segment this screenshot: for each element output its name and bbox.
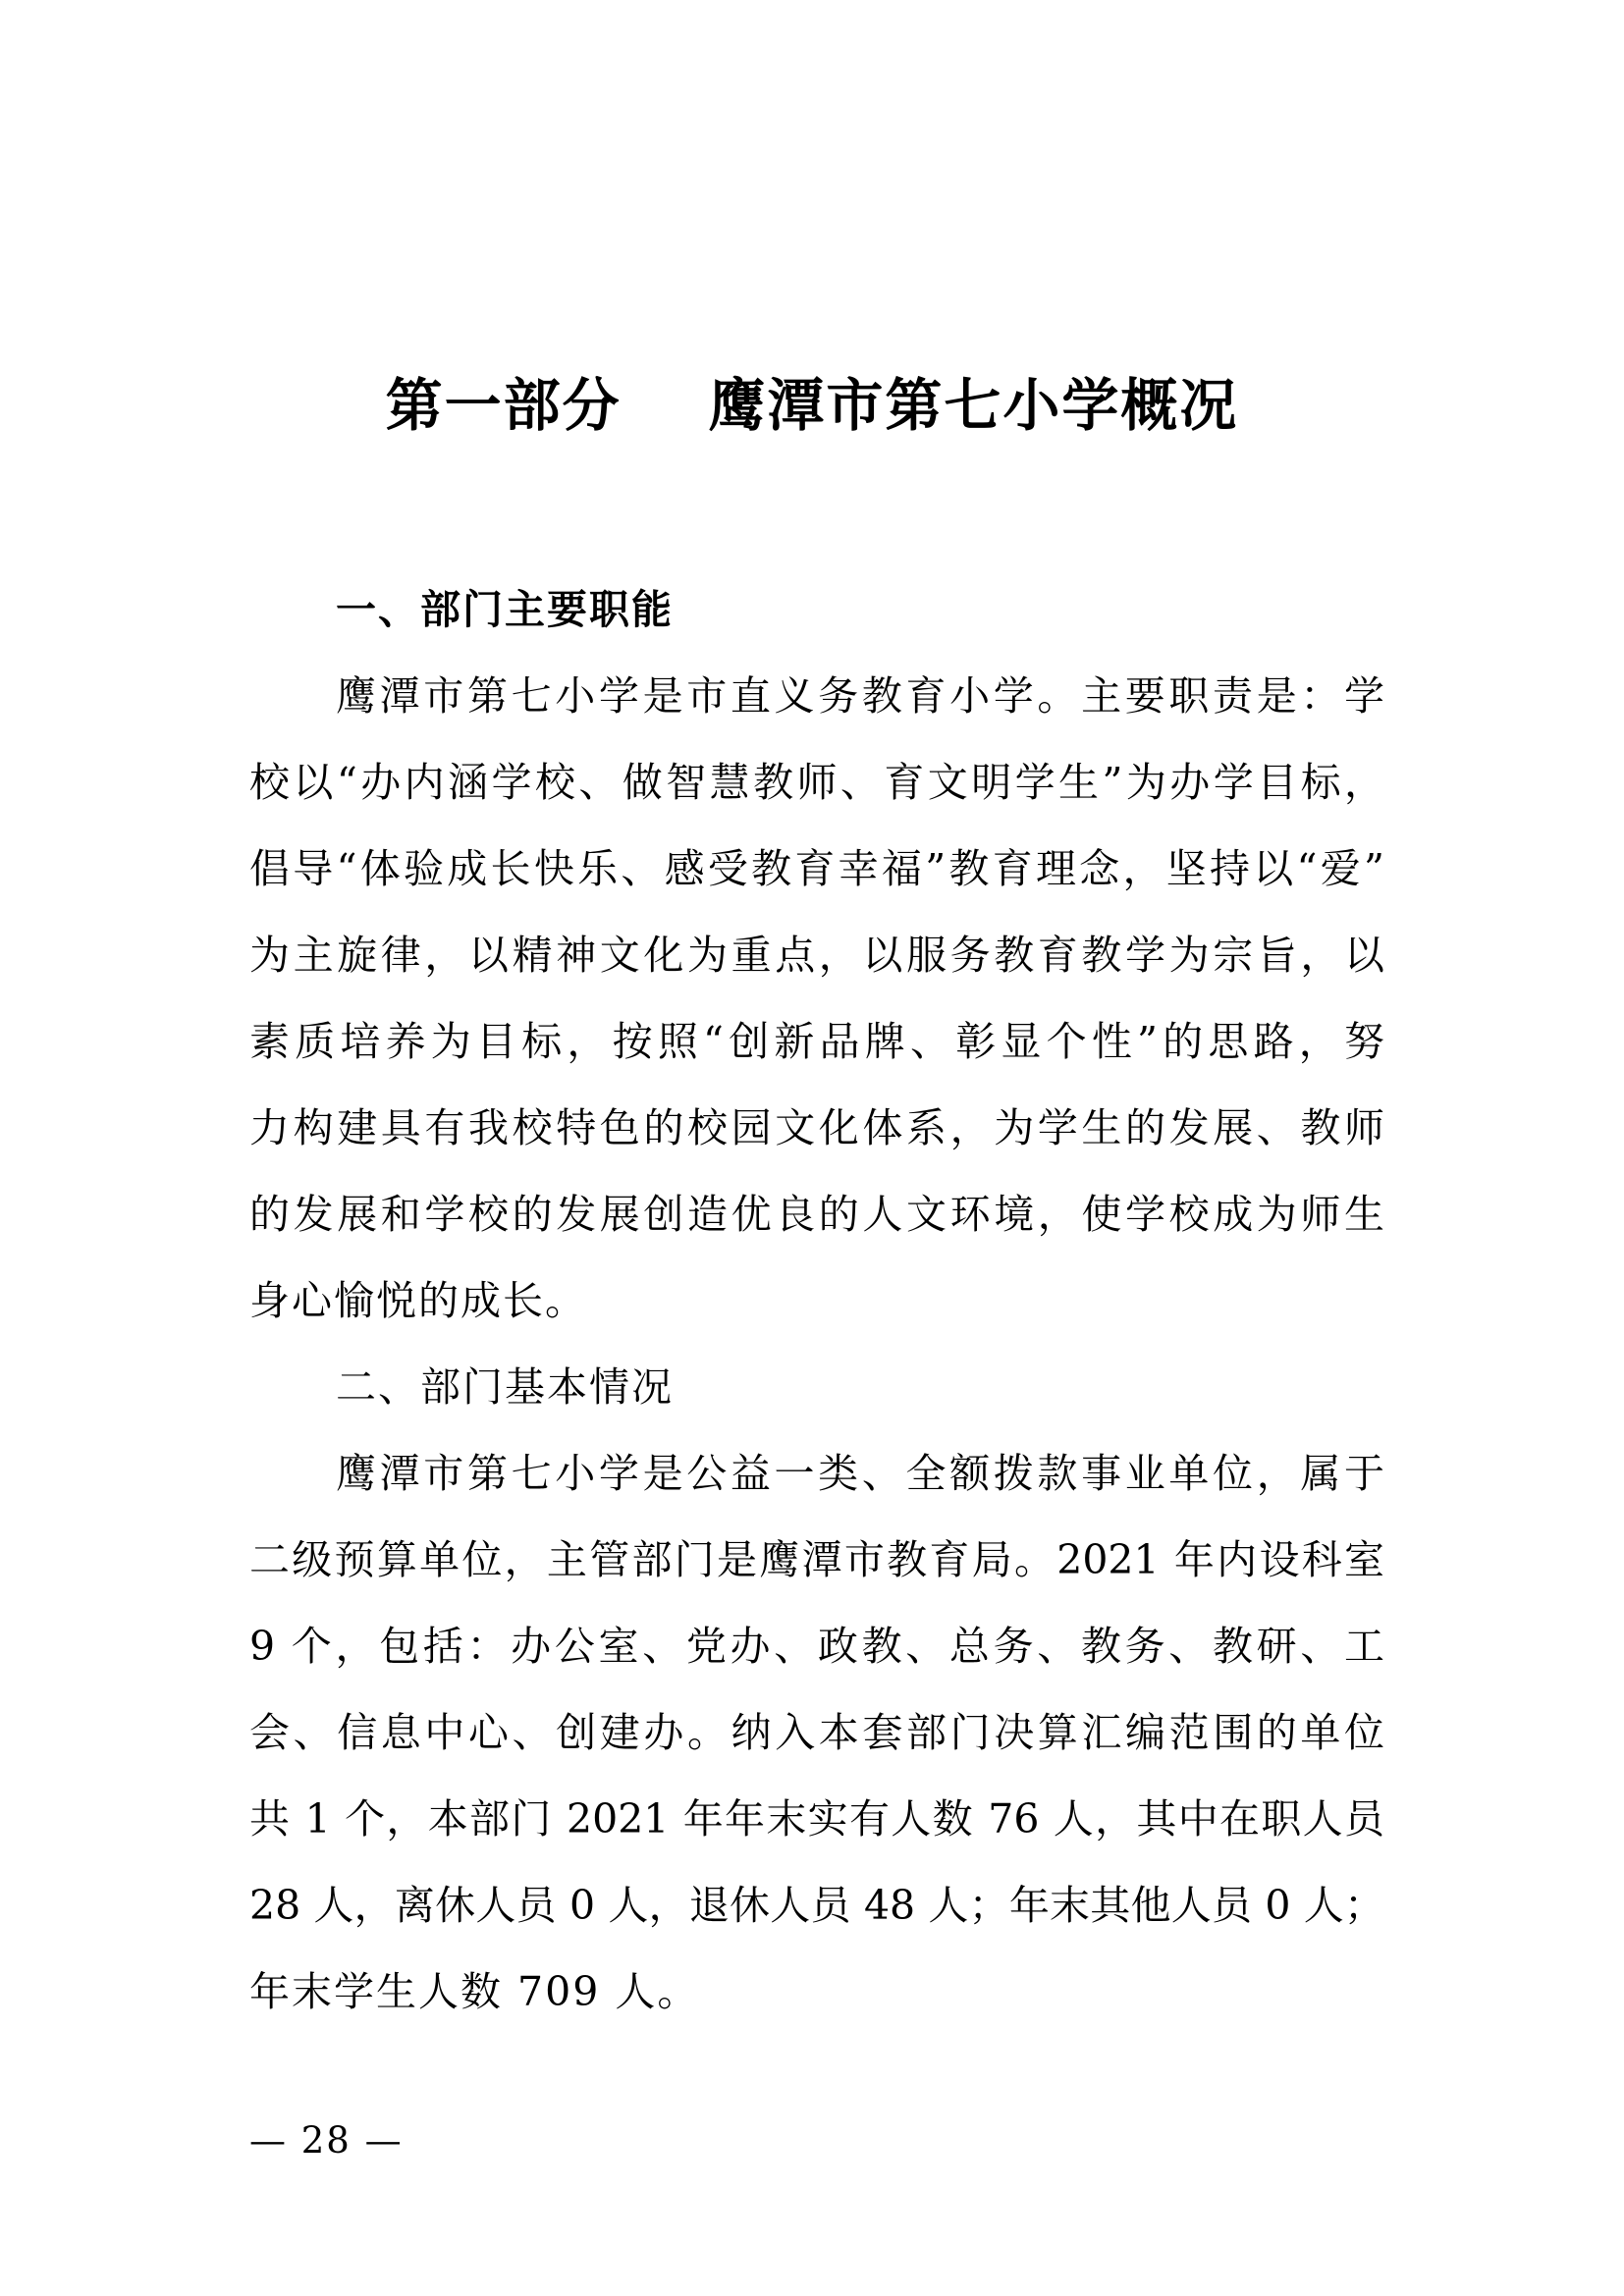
section-2-line-4: 会、信息中心、创建办。纳入本套部门决算汇编范围的单位 xyxy=(249,1709,1384,1756)
page-number: — 28 — xyxy=(249,2119,404,2162)
section-2-heading: 二、部门基本情况 xyxy=(336,1363,674,1411)
section-2-line-1: 鹰潭市第七小学是公益一类、全额拨款事业单位，属于 xyxy=(336,1450,1384,1497)
page-title: 第一部分 鹰潭市第七小学概况 xyxy=(385,372,1239,439)
section-2-line-7: 年末学生人数 709 人。 xyxy=(249,1968,700,2015)
section-2-line-6: 28 人，离休人员 0 人，退休人员 48 人；年末其他人员 0 人； xyxy=(249,1882,1384,1929)
section-1-line-3: 倡导“体验成长快乐、感受教育幸福”教育理念，坚持以“爱” xyxy=(249,845,1384,892)
section-1-line-6: 力构建具有我校特色的校园文化体系，为学生的发展、教师 xyxy=(249,1104,1384,1151)
section-1-line-5: 素质培养为目标，按照“创新品牌、彰显个性”的思路，努 xyxy=(249,1018,1384,1065)
section-1-heading: 一、部门主要职能 xyxy=(336,586,674,633)
section-2-line-5: 共 1 个，本部门 2021 年年末实有人数 76 人，其中在职人员 xyxy=(249,1795,1384,1842)
section-1-line-2: 校以“办内涵学校、做智慧教师、育文明学生”为办学目标， xyxy=(249,759,1384,806)
section-2-line-3: 9 个，包括：办公室、党办、政教、总务、教务、教研、工 xyxy=(249,1623,1384,1670)
section-1-line-4: 为主旋律，以精神文化为重点，以服务教育教学为宗旨，以 xyxy=(249,932,1384,979)
section-2-line-2: 二级预算单位，主管部门是鹰潭市教育局。2021 年内设科室 xyxy=(249,1536,1384,1583)
section-1-line-8: 身心愉悦的成长。 xyxy=(249,1277,587,1324)
section-1-line-7: 的发展和学校的发展创造优良的人文环境，使学校成为师生 xyxy=(249,1191,1384,1238)
section-1-line-1: 鹰潭市第七小学是市直义务教育小学。主要职责是：学 xyxy=(336,672,1384,720)
